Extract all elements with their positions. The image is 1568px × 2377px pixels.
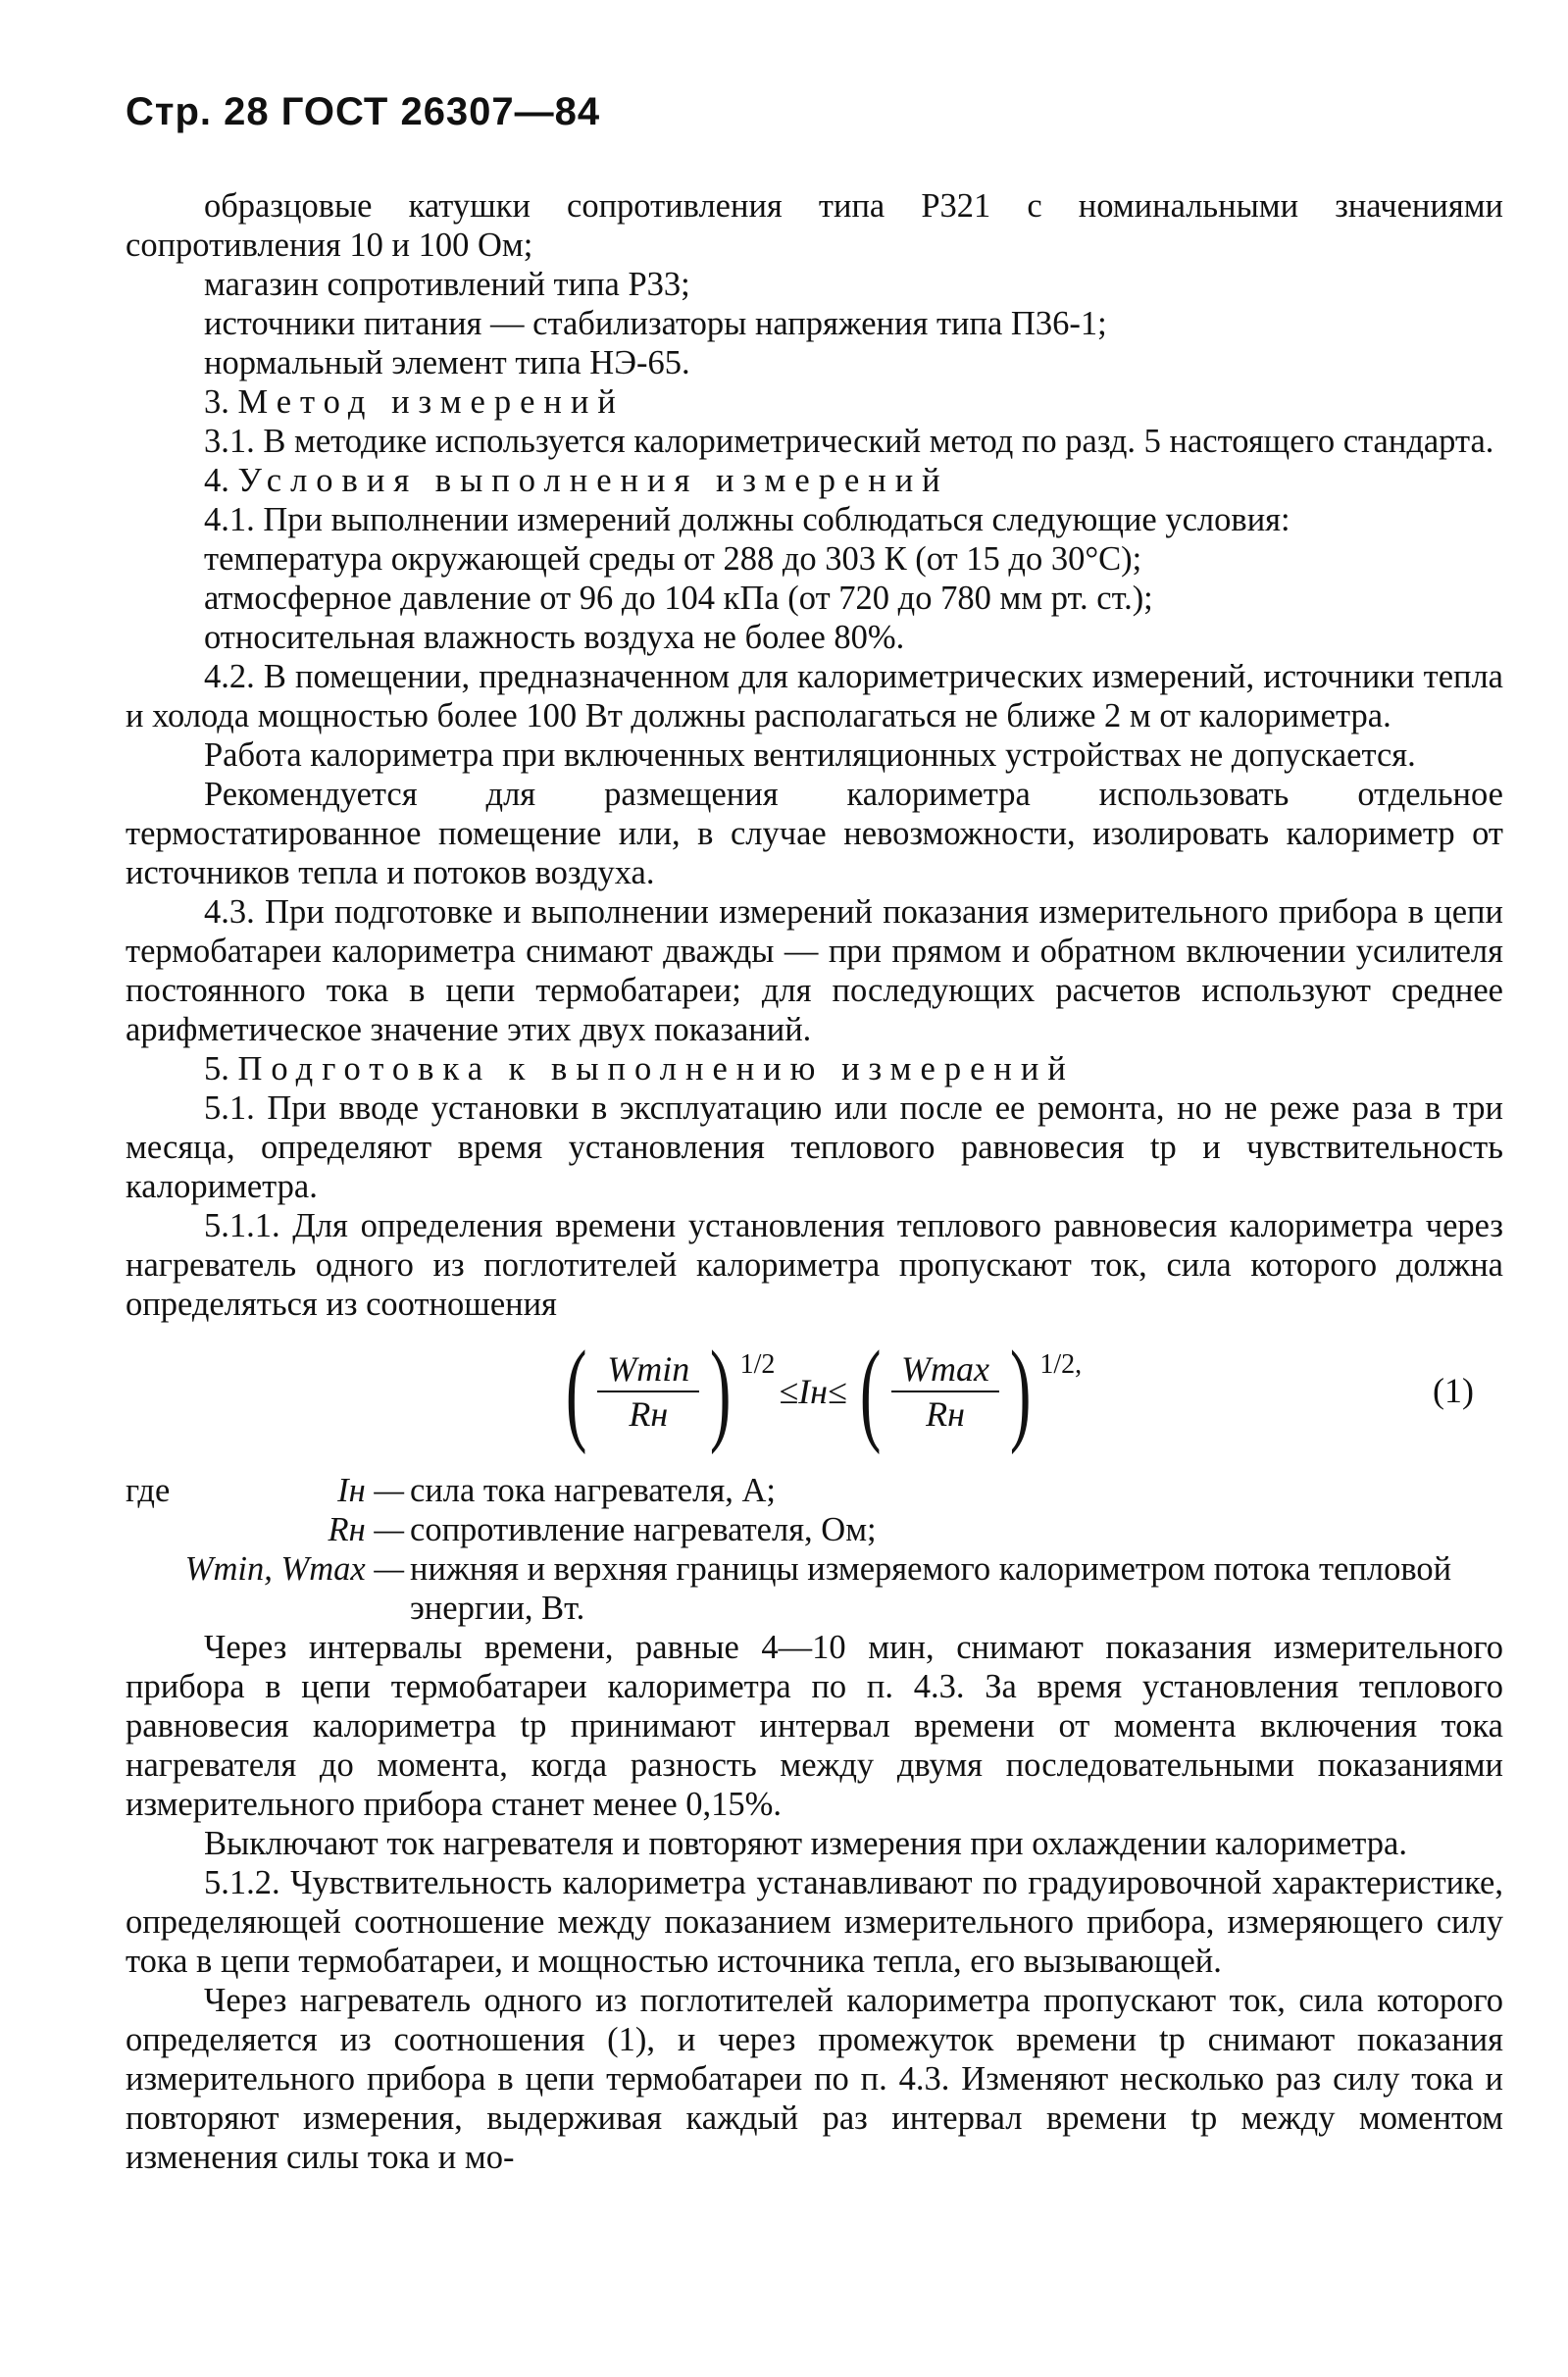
- section-number-3: 3.: [204, 383, 229, 421]
- legend-text: сила тока нагревателя, А;: [410, 1472, 776, 1509]
- paragraph-5-1: 5.1. При вводе установки в эксплуатацию или после ее ремонта, но не реже раза в три месяца, определяют время установления теплового равновесия tр и чувствительность калориметра.: [126, 1089, 1503, 1205]
- paragraph-4-1: 4.1. При выполнении измерений должны соблюдаться следующие условия:: [204, 501, 1290, 538]
- paragraph-3-1: 3.1. В методике используется калориметрический метод по разд. 5 настоящего стандарта.: [204, 423, 1494, 460]
- formula-legend: [126, 1471, 1503, 1628]
- legend-symbol: Wmin, Wmax —: [184, 1550, 404, 1588]
- paragraph-5-1-2: 5.1.2. Чувствительность калориметра устанавливают по градуировочной характеристике, определяющей соотношение между показанием измерительного прибора, измеряющего силу тока в цепи термобатареи, и мощностью источника тепла, его вызывающей.: [126, 1864, 1503, 1980]
- fraction-left-denominator: Rн: [629, 1394, 669, 1434]
- section-heading-5: [126, 1049, 1503, 1088]
- open-paren: (: [859, 1327, 882, 1455]
- section-heading-3: [126, 382, 1503, 422]
- paragraph-4-3: 4.3. При подготовке и выполнении измерений показания измерительного прибора в цепи термобатареи калориметра снимают дважды — при прямом и обратном включении усилителя постоянного тока в цепи термобатареи; для последующих расчетов используют среднее арифметическое значение этих двух показаний.: [126, 893, 1503, 1048]
- section-number-4: 4.: [204, 462, 229, 499]
- legend-symbol: Iн —: [337, 1472, 404, 1509]
- legend-item: [126, 1471, 1503, 1510]
- fraction-left: [597, 1349, 699, 1434]
- paragraph-4-1-temperature: температура окружающей среды от 288 до 303 К (от 15 до 30°С);: [204, 540, 1142, 578]
- section-title-4: Условия выполнения измерений: [237, 462, 949, 499]
- formula-1: [126, 1324, 1503, 1471]
- fraction-right: [891, 1349, 999, 1434]
- legend-symbol: Rн —: [328, 1511, 404, 1548]
- inequality-middle: ≤Iн≤: [779, 1372, 847, 1411]
- open-paren: (: [565, 1327, 587, 1455]
- paragraph-4-2-ventilation: Работа калориметра при включенных вентиляционных устройствах не допускается.: [204, 736, 1416, 774]
- fraction-left-numerator: Wmin: [597, 1349, 699, 1392]
- section-heading-4: [126, 461, 1503, 500]
- legend-text: нижняя и верхняя границы измеряемого калориметром потока тепловой энергии, Вт.: [410, 1550, 1452, 1627]
- legend-item: [126, 1549, 1503, 1628]
- paragraph-4-1-humidity: относительная влажность воздуха не более 80%.: [204, 619, 905, 656]
- equation-number: (1): [1433, 1371, 1474, 1410]
- paragraph-equipment-4: нормальный элемент типа НЭ-65.: [204, 344, 690, 381]
- formula-expression: [557, 1327, 1083, 1455]
- fraction-right-numerator: Wmax: [891, 1349, 999, 1392]
- fraction-right-denominator: Rн: [926, 1394, 965, 1434]
- document-body: [126, 186, 1503, 2177]
- paragraph-4-2-room: Рекомендуется для размещения калориметра использовать отдельное термостатированное помещение или, в случае невозможности, изолировать калориметр от источников тепла и потоков воздуха.: [126, 776, 1503, 891]
- section-title-3: Метод измерений: [237, 383, 625, 421]
- close-paren: ): [1009, 1327, 1032, 1455]
- legend-item: [126, 1510, 1503, 1549]
- running-head: Стр. 28 ГОСТ 26307—84: [126, 90, 601, 133]
- paragraph-equipment-1: образцовые катушки сопротивления типа Р321 с номинальными значениями сопротивления 10 и 100 Ом;: [126, 187, 1503, 264]
- paragraph-equipment-2: магазин сопротивлений типа Р33;: [204, 266, 690, 303]
- close-paren: ): [710, 1327, 732, 1455]
- paragraph-4-2: 4.2. В помещении, предназначенном для калориметрических измерений, источники тепла и холода мощностью более 100 Вт должны располагаться не ближе 2 м от калориметра.: [126, 658, 1503, 734]
- exponent-right: 1/2,: [1039, 1349, 1083, 1380]
- paragraph-5-1-1: 5.1.1. Для определения времени установления теплового равновесия калориметра через нагреватель одного из поглотителей калориметра пропускают ток, сила которого должна определяться из соотношения: [126, 1207, 1503, 1323]
- where-label: где: [126, 1472, 171, 1509]
- paragraph-5-1-1-cooling: Выключают ток нагревателя и повторяют измерения при охлаждении калориметра.: [204, 1825, 1407, 1862]
- legend-text: сопротивление нагревателя, Ом;: [410, 1511, 877, 1548]
- section-title-5: Подготовка к выполнению измерений: [237, 1050, 1075, 1087]
- exponent-left: 1/2: [739, 1349, 776, 1380]
- paragraph-equipment-3: источники питания — стабилизаторы напряжения типа П36-1;: [204, 305, 1107, 342]
- paragraph-4-1-pressure: атмосферное давление от 96 до 104 кПа (от 720 до 780 мм рт. ст.);: [204, 580, 1153, 617]
- paragraph-5-1-2-procedure: Через нагреватель одного из поглотителей калориметра пропускают ток, сила которого определяется из соотношения (1), и через промежуток времени tр снимают показания измерительного прибора в цепи термобатареи по п. 4.3. Изменяют несколько раз силу тока и повторяют измерения, выдерживая каждый раз интервал времени tр между моментом изменения силы тока и мо-: [126, 1982, 1503, 2176]
- paragraph-5-1-1-intervals: Через интервалы времени, равные 4—10 мин, снимают показания измерительного прибора в цепи термобатареи калориметра по п. 4.3. За время установления теплового равновесия калориметра tр принимают интервал времени от момента включения тока нагревателя до момента, когда разность между двумя последовательными показаниями измерительного прибора станет менее 0,15%.: [126, 1629, 1503, 1823]
- section-number-5: 5.: [204, 1050, 229, 1087]
